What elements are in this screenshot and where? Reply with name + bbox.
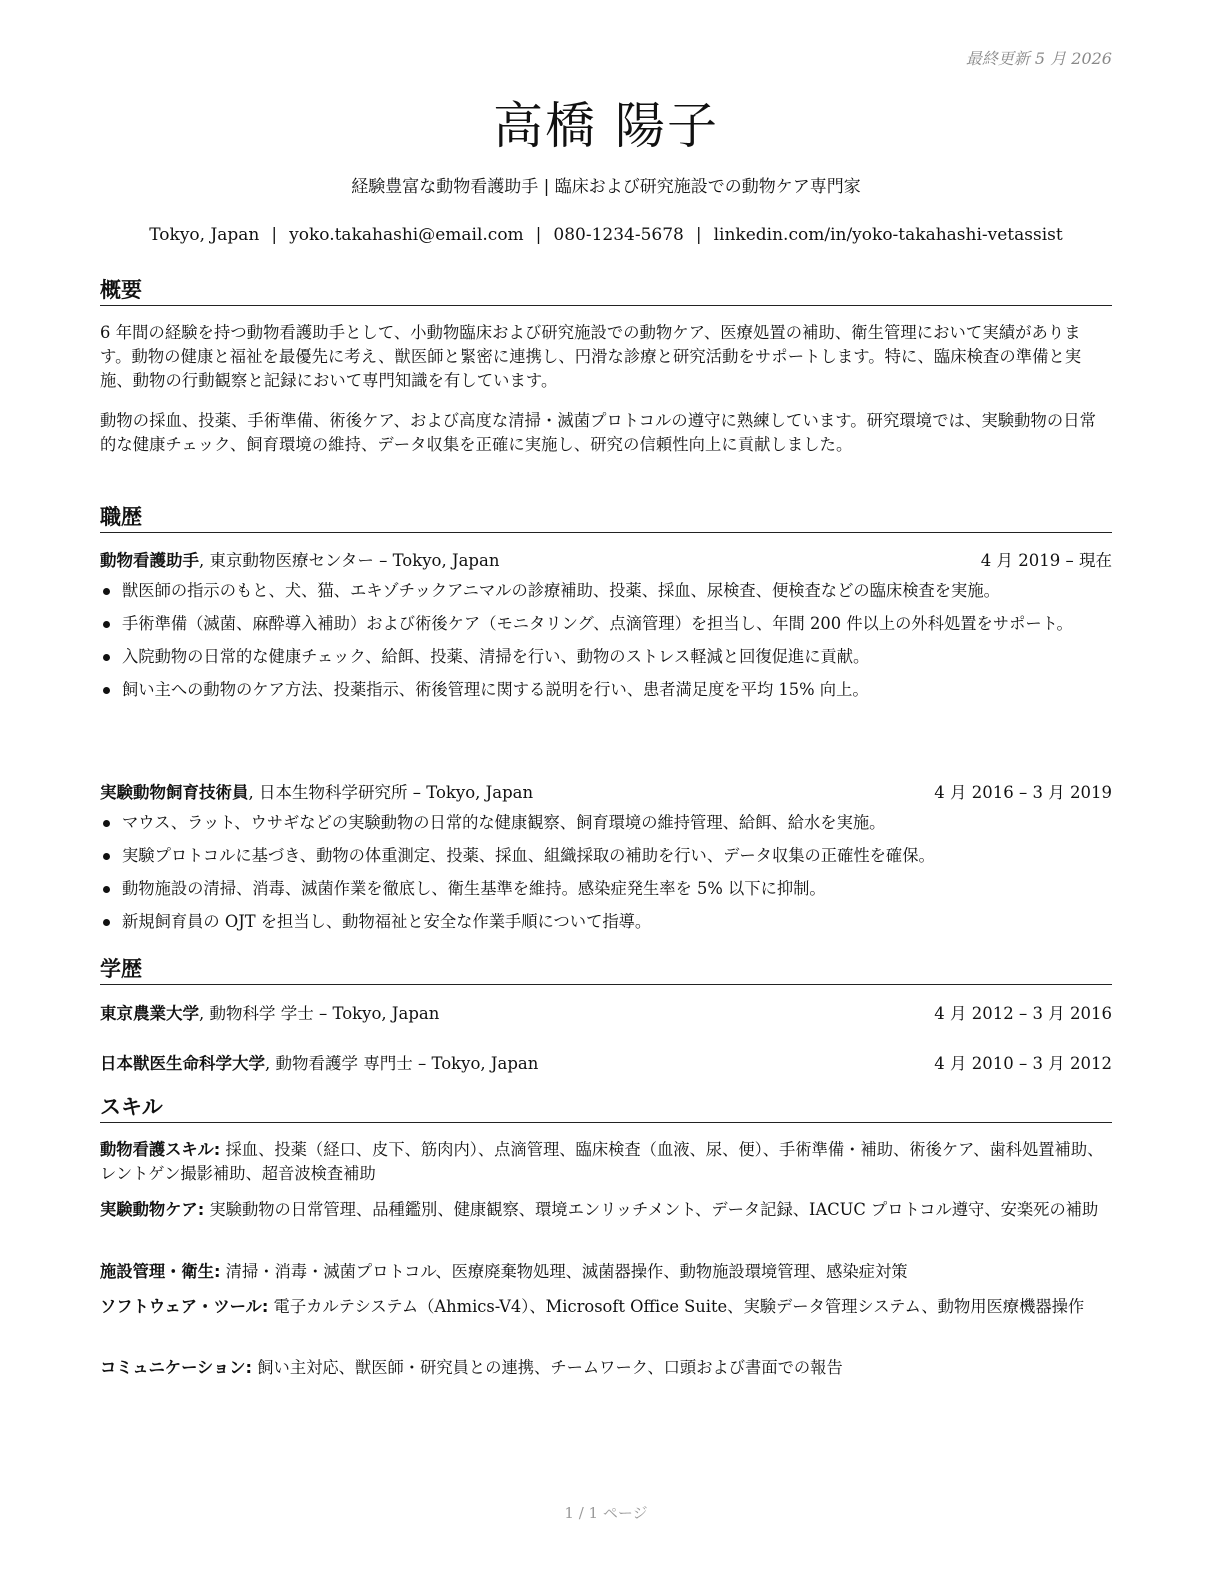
contact-location: Tokyo, Japan bbox=[149, 225, 260, 245]
education-dates: 4 月 2012 – 3 月 2016 bbox=[934, 1004, 1112, 1023]
tagline: 経験豊富な動物看護助手 | 臨床および研究施設での動物ケア専門家 bbox=[351, 177, 861, 197]
bullet-item bbox=[100, 844, 1112, 868]
contact-linkedin[interactable]: linkedin.com/in/yoko-takahashi-vetassist bbox=[713, 225, 1063, 245]
contact-email[interactable]: yoko.takahashi@email.com bbox=[289, 225, 524, 245]
bullet-item bbox=[100, 645, 1112, 669]
bullet-icon bbox=[103, 853, 110, 860]
summary-paragraph: 動物の採血、投薬、手術準備、術後ケア、および高度な清掃・滅菌プロトコルの遵守に熟練しています。研究環境では、実験動物の日常的な健康チェック、飼育環境の維持、データ収集を正確に実施し、研究の信頼性向上に貢献しました。 bbox=[100, 411, 1097, 454]
skill-row bbox=[100, 1356, 1112, 1380]
bullet-icon bbox=[103, 820, 110, 827]
bullet-text: 実験プロトコルに基づき、動物の体重測定、投薬、採血、組織採取の補助を行い、データ収集の正確性を確保。 bbox=[122, 846, 935, 865]
job-org: , 日本生物科学研究所 – Tokyo, Japan bbox=[248, 783, 534, 802]
bullet-item bbox=[100, 811, 1112, 835]
job-org: , 東京動物医療センター – Tokyo, Japan bbox=[199, 551, 500, 570]
bullet-item bbox=[100, 579, 1112, 603]
skill-row bbox=[100, 1138, 1112, 1186]
bullet-text: 手術準備（滅菌、麻酔導入補助）および術後ケア（モニタリング、点滴管理）を担当し、年間 200 件以上の外科処置をサポート。 bbox=[122, 614, 1073, 633]
bullet-text: 新規飼育員の OJT を担当し、動物福祉と安全な作業手順について指導。 bbox=[122, 912, 652, 931]
bullet-item bbox=[100, 612, 1112, 636]
summary-paragraph: 6 年間の経験を持つ動物看護助手として、小動物臨床および研究施設での動物ケア、医療処置の補助、衛生管理において実績があります。動物の健康と福祉を最優先に考え、獣医師と緊密に連携し、円滑な診療と研究活動をサポートします。特に、臨床検査の準備と実施、動物の行動観察と記録において専門知識を有しています。 bbox=[100, 323, 1082, 390]
bullet-item bbox=[100, 877, 1112, 901]
bullet-text: 入院動物の日常的な健康チェック、給餌、投薬、清掃を行い、動物のストレス軽減と回復促進に貢献。 bbox=[122, 647, 870, 666]
job-bullets bbox=[100, 811, 1112, 943]
bullet-icon bbox=[103, 687, 110, 694]
contact-separator: | bbox=[271, 225, 278, 245]
skill-label: コミュニケーション: bbox=[100, 1358, 253, 1377]
bullet-text: マウス、ラット、ウサギなどの実験動物の日常的な健康観察、飼育環境の維持管理、給餌、給水を実施。 bbox=[122, 813, 886, 832]
school-detail: , 動物科学 学士 – Tokyo, Japan bbox=[199, 1004, 440, 1023]
skill-text: 電子カルテシステム（Ahmics-V4）、Microsoft Office Suite、実験データ管理システム、動物用医療機器操作 bbox=[268, 1297, 1085, 1316]
section-title-education: 学歴 bbox=[100, 955, 1112, 985]
section-title-summary: 概要 bbox=[100, 276, 1112, 306]
skill-text: 飼い主対応、獣医師・研究員との連携、チームワーク、口頭および書面での報告 bbox=[252, 1358, 843, 1377]
skill-label: ソフトウェア・ツール: bbox=[100, 1297, 269, 1316]
bullet-icon bbox=[103, 621, 110, 628]
skill-text: 実験動物の日常管理、品種鑑別、健康観察、環境エンリッチメント、データ記録、IACUC プロトコル遵守、安楽死の補助 bbox=[204, 1200, 1099, 1219]
skill-row bbox=[100, 1260, 1112, 1284]
skill-label: 施設管理・衛生: bbox=[100, 1262, 221, 1281]
resume-page bbox=[100, 0, 1112, 1584]
candidate-name: 高橋 陽子 bbox=[493, 97, 719, 155]
skill-row bbox=[100, 1198, 1112, 1222]
bullet-text: 獣医師の指示のもと、犬、猫、エキゾチックアニマルの診療補助、投薬、採血、尿検査、便検査などの臨床検査を実施。 bbox=[122, 581, 1000, 600]
last-updated: 最終更新 5 月 2026 bbox=[965, 49, 1112, 68]
bullet-text: 飼い主への動物のケア方法、投薬指示、術後管理に関する説明を行い、患者満足度を平均 15% 向上。 bbox=[122, 680, 869, 699]
section-title-skills: スキル bbox=[100, 1093, 1112, 1123]
school-name: 日本獣医生命科学大学 bbox=[100, 1054, 265, 1073]
skill-row bbox=[100, 1295, 1112, 1319]
skill-label: 実験動物ケア: bbox=[100, 1200, 205, 1219]
job-dates: 4 月 2019 – 現在 bbox=[980, 551, 1112, 570]
school-detail: , 動物看護学 専門士 – Tokyo, Japan bbox=[265, 1054, 539, 1073]
skill-text: 清掃・消毒・滅菌プロトコル、医療廃棄物処理、滅菌器操作、動物施設環境管理、感染症対策 bbox=[220, 1262, 908, 1281]
contact-separator: | bbox=[695, 225, 702, 245]
job-role: 動物看護助手 bbox=[100, 551, 199, 570]
education-dates: 4 月 2010 – 3 月 2012 bbox=[934, 1054, 1112, 1073]
bullet-text: 動物施設の清掃、消毒、滅菌作業を徹底し、衛生基準を維持。感染症発生率を 5% 以下に抑制。 bbox=[122, 879, 826, 898]
bullet-icon bbox=[103, 919, 110, 926]
job-header bbox=[100, 781, 1112, 805]
contact-phone: 080-1234-5678 bbox=[553, 225, 684, 245]
job-role: 実験動物飼育技術員 bbox=[100, 783, 249, 802]
job-bullets bbox=[100, 579, 1112, 711]
section-title-experience: 職歴 bbox=[100, 503, 1112, 533]
education-row bbox=[100, 1002, 1112, 1026]
bullet-item bbox=[100, 910, 1112, 934]
job-dates: 4 月 2016 – 3 月 2019 bbox=[934, 783, 1112, 802]
education-row bbox=[100, 1052, 1112, 1076]
school-name: 東京農業大学 bbox=[100, 1004, 199, 1023]
skill-text: 採血、投薬（経口、皮下、筋肉内）、点滴管理、臨床検査（血液、尿、便）、手術準備・補助、術後ケア、歯科処置補助、レントゲン撮影補助、超音波検査補助 bbox=[100, 1140, 1104, 1183]
page-number: 1 / 1 ページ bbox=[564, 1504, 648, 1522]
bullet-icon bbox=[103, 654, 110, 661]
bullet-icon bbox=[103, 588, 110, 595]
contact-separator: | bbox=[535, 225, 542, 245]
contact-line bbox=[100, 225, 1112, 245]
bullet-item bbox=[100, 678, 1112, 702]
job-header bbox=[100, 549, 1112, 573]
skill-label: 動物看護スキル: bbox=[100, 1140, 221, 1159]
bullet-icon bbox=[103, 886, 110, 893]
